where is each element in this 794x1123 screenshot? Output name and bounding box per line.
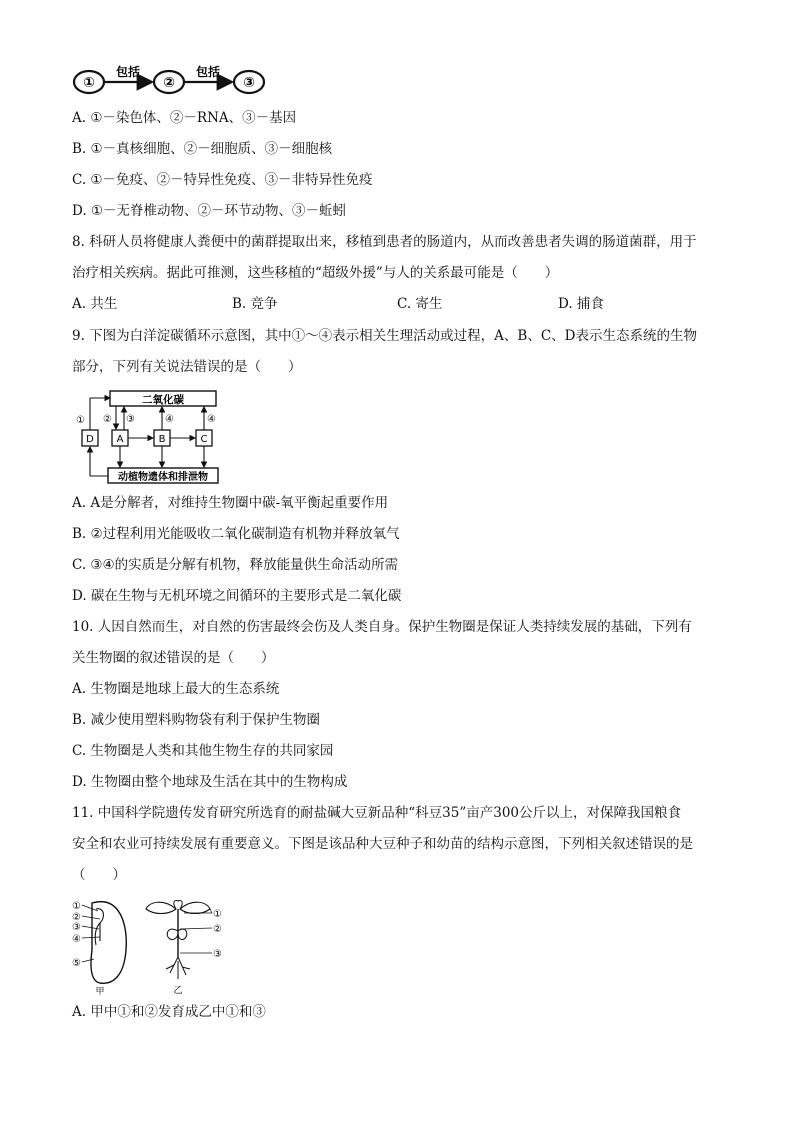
q10-option-b: B. 减少使用塑料购物袋有利于保护生物圈	[72, 712, 321, 728]
q9-co2-box: 二氧化碳	[142, 394, 184, 406]
q9-option-c: C. ③④的实质是分解有机物，释放能量供生命活动所需	[72, 557, 399, 573]
q11-seedling-label-1: ①	[213, 909, 222, 920]
q11-seedling-label-2: ②	[213, 924, 222, 935]
q11-seed-label-5: ⑤	[72, 958, 81, 969]
q9-node-b: B	[158, 434, 166, 445]
q10-option-a: A. 生物圈是地球上最大的生态系统	[72, 681, 280, 697]
q11-seed-label-1: ①	[72, 901, 81, 912]
q11-seed-label-4: ④	[72, 934, 81, 945]
q9-process-3: ③	[126, 414, 135, 425]
q9-remains-box: 动植物遗体和排泄物	[118, 472, 208, 483]
q9-node-a: A	[116, 434, 124, 445]
q8-option-d: D. 捕食	[558, 296, 604, 312]
q7-node-3: ③	[243, 75, 255, 91]
q11-seed-caption: 甲	[95, 987, 105, 995]
q10-stem-line-2: 关生物圈的叙述错误的是（ ）	[72, 650, 275, 666]
q9-node-d: D	[86, 434, 94, 445]
q9-stem-line-2: 部分，下列有关说法错误的是（ ）	[72, 359, 302, 375]
q11-seed-diagram	[70, 895, 130, 995]
q9-node-c: C	[200, 434, 208, 445]
q8-option-a: A. 共生	[72, 296, 118, 312]
q11-seedling-label-3: ③	[213, 949, 222, 960]
q10-stem-line-1: 10. 人因自然而生，对自然的伤害最终会伤及人类自身。保护生物圈是保证人类持续发展的基础，下列有	[72, 619, 692, 635]
q11-stem-line-1: 11. 中国科学院遗传发育研究所选育的耐盐碱大豆新品种“科豆35”亩产300公斤以上，对保障我国粮食	[72, 805, 682, 821]
q11-seed-label-2: ②	[72, 912, 81, 923]
q7-arrow-label-2: 包括	[195, 65, 221, 79]
q8-option-b: B. 竞争	[232, 296, 278, 312]
q9-option-b: B. ②过程利用光能吸收二氧化碳制造有机物并释放氧气	[72, 526, 400, 542]
q7-option-a: A. ①－染色体、②－RNA、③－基因	[72, 110, 297, 126]
q11-seedling-caption: 乙	[173, 986, 183, 995]
q9-process-1: ①	[76, 415, 85, 426]
q8-stem-line-2: 治疗相关疾病。据此可推测，这些移植的“超级外援”与人的关系最可能是（ ）	[72, 265, 559, 281]
q8-stem-line-1: 8. 科研人员将健康人粪便中的菌群提取出来，移植到患者的肠道内，从而改善患者失调的肠道菌群，用于	[72, 234, 697, 250]
q7-option-c: C. ①－免疫、②－特异性免疫、③－非特异性免疫	[72, 172, 373, 188]
q9-process-2: ②	[103, 414, 112, 425]
q9-carbon-cycle-diagram	[74, 388, 224, 486]
q9-process-4-b: ④	[165, 414, 174, 425]
q7-option-b: B. ①－真核细胞、②－细胞质、③－细胞核	[72, 141, 333, 157]
q7-node-2: ②	[163, 75, 175, 91]
q9-option-d: D. 碳在生物与无机环境之间循环的主要形式是二氧化碳	[72, 588, 402, 604]
q11-option-a: A. 甲中①和②发育成乙中①和③	[72, 1004, 266, 1020]
q7-option-d: D. ①－无脊椎动物、②－环节动物、③－蚯蚓	[72, 203, 347, 219]
q11-seed-label-3: ③	[72, 922, 81, 933]
q10-option-d: D. 生物圈由整个地球及生活在其中的生物构成	[72, 774, 348, 790]
q9-process-4-c: ④	[207, 414, 216, 425]
q11-seedling-diagram	[140, 895, 230, 995]
q11-stem-line-2: 安全和农业可持续发展有重要意义。下图是该品种大豆种子和幼苗的结构示意图，下列相关叙述错误的是	[72, 836, 693, 852]
q10-option-c: C. 生物圈是人类和其他生物生存的共同家园	[72, 743, 334, 759]
q11-stem-line-3: （ ）	[72, 867, 126, 883]
q7-arrow-label-1: 包括	[115, 65, 141, 79]
q8-option-c: C. 寄生	[397, 296, 443, 312]
q7-node-1: ①	[83, 75, 95, 91]
q9-option-a: A. A是分解者，对维持生物圈中碳-氧平衡起重要作用	[72, 495, 389, 511]
q9-stem-line-1: 9. 下图为白洋淀碳循环示意图，其中①～④表示相关生理活动或过程，A、B、C、D表示生态系统的生物	[72, 328, 697, 344]
q7-inclusion-diagram	[72, 64, 272, 98]
